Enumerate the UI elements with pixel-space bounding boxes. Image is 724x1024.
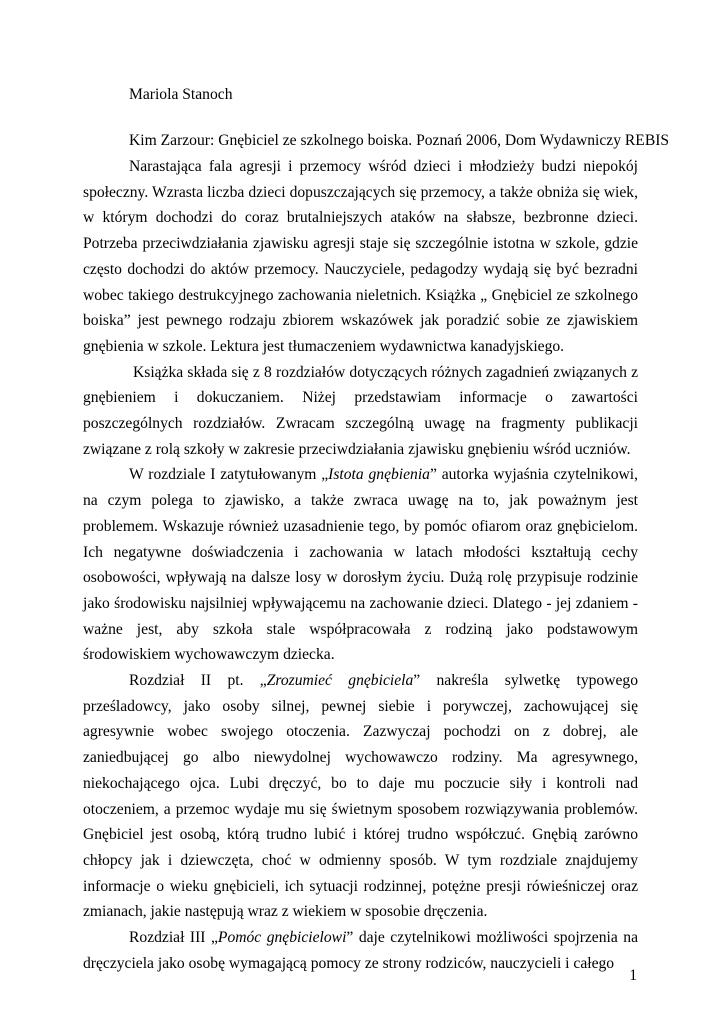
chapter-title: Pomóc gnębicielowi	[217, 929, 347, 947]
paragraph-rest: ” nakreśla sylwetkę typowego prześladowcy, jako osoby silnej, pewnej siebie i porywczej, zachowującej się agresywnie wobec swojego otoczenia. Zazwyczaj pochodzi on z dobrej, ale zaniedbującej go albo niewydolnej wychowawczo rodziny. Ma agresywnego, niekochającego ojca. Lubi dręczyć, bo to daje mu poczucie siły i kontroli nad otoczeniem, a przemoc wydaje mu się świetnym sposobem rozwiązywania problemów. Gnębiciel jest osobą, którą trudno lubić i której trudno współczuć. Gnębią zarówno chłopcy jak i dziewczęta, choć w odmienny sposób. W tym rozdziale znajdujemy informacje o wieku gnębicieli, ich sytuacji rodzinnej, potężne presji rówieśniczej oraz zmianach, jakie następują wraz z wiekiem w sposobie dręczenia.	[83, 672, 639, 921]
paragraph-lead: Rozdział II pt. „	[129, 672, 267, 690]
paragraph-rest: ” daje czytelnikowi możliwości spojrzenia na dręczyciela jako osobę wymagającą pomocy ze strony rodziców, nauczycieli i całego	[83, 929, 638, 972]
paragraph-rest: ” autorka wyjaśnia czytelnikowi, na czym polega to zjawisko, a także zwraca uwagę na to, jak poważnym jest problemem. Wskazuje również uzasadnienie tego, by pomóc ofiarom oraz gnębicielom. Ich negatywne doświadczenia i zachowania w latach młodości kształtują cechy osobowości, wpływają na dalsze losy w dorosłym życiu. Dużą rolę przypisuje rodzinie jako środowisku najsilniej wpływającemu na zachowanie dzieci. Dlatego - jej zdaniem - ważne jest, aby szkoła stale współpracowała z rodziną jako podstawowym środowiskiem wychowawczym dziecka.	[83, 466, 638, 664]
book-reference: Kim Zarzour: Gnębiciel ze szkolnego boiska. Poznań 2006, Dom Wydawniczy REBIS	[129, 132, 670, 149]
chapter-title: Zrozumieć gnębiciela	[266, 672, 414, 690]
paragraph-chapter-3	[83, 925, 638, 976]
author-name: Mariola Stanoch	[129, 86, 233, 103]
document-body	[83, 82, 670, 977]
paragraph-chapter-2	[83, 668, 638, 925]
paragraph-intro: Narastająca fala agresji i przemocy wśród dzieci i młodzieży budzi niepokój społeczny. Wzrasta liczba dzieci dopuszczających się przemocy, a także obniża się wiek, w którym dochodzi do coraz brutalniejszych ataków na słabsze, bezbronne dzieci. Potrzeba przeciwdziałania zjawisku agresji staje się szczególnie istotna w szkole, gdzie często dochodzi do aktów przemocy. Nauczyciele, pedagodzy wydają się być bezradni wobec takiego destrukcyjnego zachowania nieletnich. Książka „ Gnębiciel ze szkolnego boiska” jest pewnego rodzaju zbiorem wskazówek jak poradzić sobie ze zjawiskiem gnębienia w szkole. Lektura jest tłumaczeniem wydawnictwa kanadyjskiego.	[83, 158, 638, 355]
page-number: 1	[629, 967, 637, 984]
paragraph-lead: Rozdział III „	[129, 929, 218, 947]
chapter-title: Istota gnębienia	[328, 466, 430, 484]
paragraph-structure: Książka składa się z 8 rozdziałów dotyczących różnych zagadnień związanych z gnębieniem i dokuczaniem. Niżej przedstawiam informacje o zawartości poszczególnych rozdziałów. Zwracam szczególną uwagę na fragmenty publikacji związane z rolą szkoły w zakresie przeciwdziałania zjawisku gnębieniu wśród uczniów.	[83, 363, 638, 458]
paragraph-lead: W rozdziale I zatytułowanym „	[129, 466, 329, 484]
paragraph-chapter-1	[83, 462, 638, 668]
